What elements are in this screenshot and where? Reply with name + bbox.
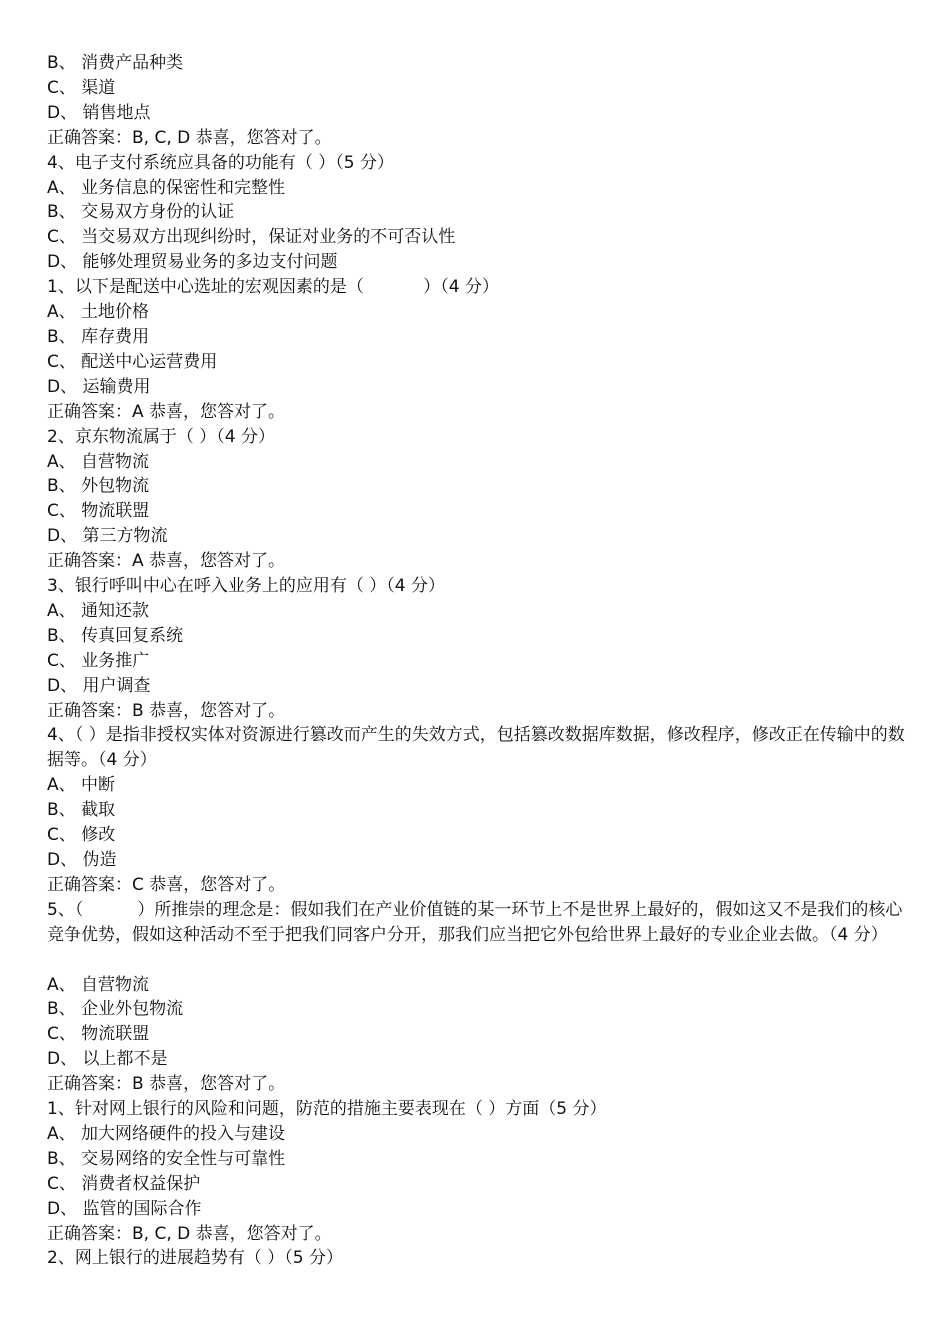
answer-line: 正确答案：B, C, D 恭喜，您答对了。	[47, 127, 332, 148]
question-line: 1、针对网上银行的风险和问题，防范的措施主要表现在（ ）方面（5 分）	[47, 1099, 607, 1120]
option-line: A、 中断	[47, 775, 116, 796]
option-line: B、 传真回复系统	[47, 625, 184, 646]
answer-line: 正确答案：B, C, D 恭喜，您答对了。	[47, 1223, 332, 1244]
option-line: B、 库存费用	[47, 326, 150, 347]
question-line: 2、网上银行的进展趋势有（ ）（5 分）	[47, 1248, 343, 1269]
option-line: D、 第三方物流	[47, 526, 168, 547]
option-line: C、 消费者权益保护	[47, 1173, 201, 1194]
question-line: 3、银行呼叫中心在呼入业务上的应用有（ ）（4 分）	[47, 576, 445, 597]
option-line: C、 业务推广	[47, 650, 150, 671]
option-line: B、 交易双方身份的认证	[47, 202, 235, 223]
option-line: D、 运输费用	[47, 376, 151, 397]
option-line: D、 监管的国际合作	[47, 1198, 202, 1219]
answer-line: 正确答案：B 恭喜，您答对了。	[47, 700, 286, 721]
option-line: D、 用户调查	[47, 675, 151, 696]
option-line: D、 以上都不是	[47, 1049, 168, 1070]
option-line: B、 截取	[47, 800, 116, 821]
option-line: D、 能够处理贸易业务的多边支付问题	[47, 252, 338, 273]
question-line: 4、电子支付系统应具备的功能有（ ）（5 分）	[47, 152, 394, 173]
option-line: C、 修改	[47, 825, 116, 846]
option-line: A、 自营物流	[47, 974, 150, 995]
option-line: A、 土地价格	[47, 302, 150, 323]
question-line: 2、京东物流属于（ ）（4 分）	[47, 426, 275, 447]
option-line: B、 交易网络的安全性与可靠性	[47, 1148, 286, 1169]
option-line: D、 伪造	[47, 850, 117, 870]
option-line: A、 加大网络硬件的投入与建设	[47, 1123, 286, 1144]
question-line: 1、以下是配送中心选址的宏观因素的是（ ）（4 分）	[47, 277, 499, 298]
option-line: B、 消费产品种类	[47, 53, 184, 73]
answer-line: 正确答案：B 恭喜，您答对了。	[47, 1074, 286, 1095]
question-line: 5、（ ）所推崇的理念是：假如我们在产业价值链的某一环节上不是世界上最好的，假如这又不是我们的核心竞争优势，假如这种活动不至于把我们同客户分开，那我们应当把它外包给世界上最好的专业企业去做。（4 分）	[47, 899, 903, 945]
option-line: C、 物流联盟	[47, 501, 150, 522]
option-line: C、 配送中心运营费用	[47, 351, 218, 372]
answer-line: 正确答案：A 恭喜，您答对了。	[47, 401, 286, 422]
option-line: C、 当交易双方出现纠纷时，保证对业务的不可否认性	[47, 227, 456, 248]
answer-line: 正确答案：C 恭喜，您答对了。	[47, 874, 286, 895]
option-line: A、 通知还款	[47, 600, 150, 621]
blank-line	[47, 948, 910, 973]
option-line: C、 渠道	[47, 77, 116, 98]
option-line: B、 企业外包物流	[47, 999, 184, 1020]
option-line: B、 外包物流	[47, 476, 150, 497]
option-line: A、 自营物流	[47, 451, 150, 472]
question-line: 4、（ ）是指非授权实体对资源进行篡改而产生的失效方式，包括篡改数据库数据，修改程序，修改正在传输中的数据等。（4 分）	[47, 725, 905, 771]
option-line: C、 物流联盟	[47, 1024, 150, 1045]
answer-line: 正确答案：A 恭喜，您答对了。	[47, 551, 286, 572]
option-line: A、 业务信息的保密性和完整性	[47, 177, 286, 198]
option-line: D、 销售地点	[47, 102, 151, 123]
